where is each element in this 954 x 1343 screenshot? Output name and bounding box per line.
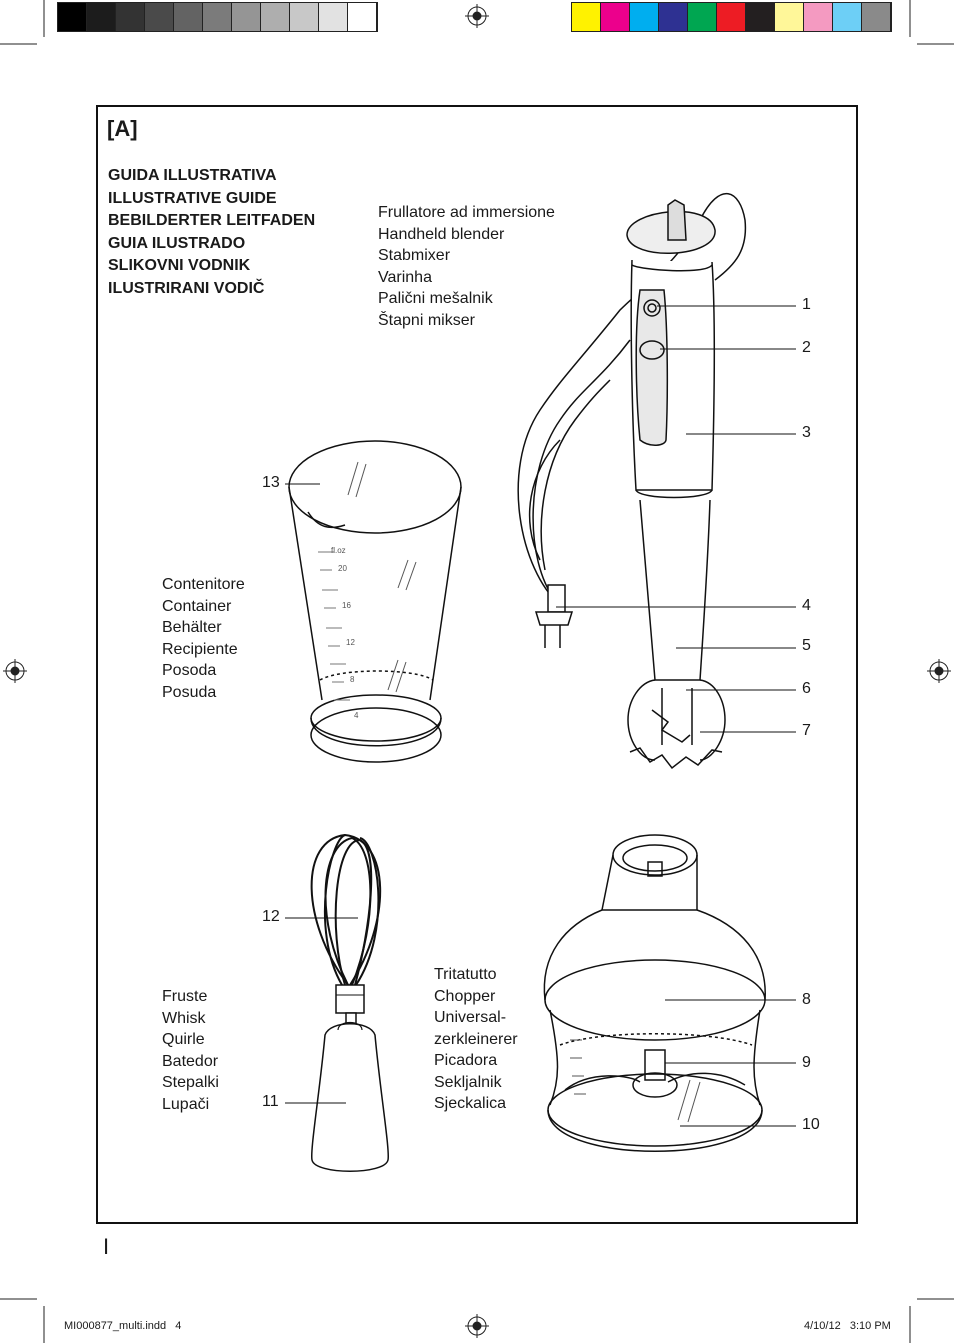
callout-11: 11 — [262, 1093, 279, 1110]
whisk-name: Lupači — [162, 1095, 210, 1113]
beaker-scale-12: 12 — [346, 638, 355, 647]
beaker-scale-20: 20 — [338, 564, 347, 573]
section-tag: [A] — [107, 116, 138, 141]
beaker-scale-4: 4 — [354, 711, 359, 720]
whisk-name: Batedor — [162, 1052, 219, 1070]
footer-filename: MI000877_multi.indd 4 — [64, 1320, 182, 1332]
blender-name: Štapni mikser — [378, 311, 475, 329]
whisk-label — [162, 986, 219, 1115]
whisk-name: Quirle — [162, 1031, 205, 1048]
guide-title-sl: SLIKOVNI VODNIK — [108, 257, 251, 274]
blender-name: Stabmixer — [378, 247, 451, 264]
whisk-name: Whisk — [162, 1009, 206, 1027]
chopper-name: Sekljalnik — [434, 1073, 502, 1091]
guide-title-hr: ILUSTRIRANI VODIČ — [108, 279, 265, 297]
guide-title-it: GUIDA ILLUSTRATIVA — [108, 167, 277, 184]
guide-title-de: BEBILDERTER LEITFADEN — [108, 212, 316, 229]
whisk-name: Stepalki — [162, 1074, 219, 1091]
callout-8: 8 — [802, 991, 811, 1008]
callout-1: 1 — [802, 296, 811, 313]
container-name: Contenitore — [162, 576, 245, 593]
blender-name: Frullatore ad immersione — [378, 204, 555, 221]
callout-9: 9 — [802, 1054, 811, 1071]
container-label — [162, 574, 245, 703]
chopper-name: Tritatutto — [434, 966, 497, 983]
blender-name: Palični mešalnik — [378, 290, 493, 307]
guide-title-pt: GUIA ILUSTRADO — [108, 234, 246, 252]
beaker-scale-unit: fl.oz — [331, 546, 346, 555]
blender-name: Handheld blender — [378, 225, 505, 243]
container-name: Posuda — [162, 683, 217, 701]
container-name: Posoda — [162, 662, 217, 679]
callout-3: 3 — [802, 424, 811, 441]
blender-label — [378, 202, 555, 331]
registration-mark-left — [3, 659, 27, 683]
callout-7: 7 — [802, 722, 811, 739]
guide-title-list — [108, 165, 315, 300]
beaker-scale-16: 16 — [342, 601, 351, 610]
guide-title-en: ILLUSTRATIVE GUIDE — [108, 189, 277, 207]
container-name: Container — [162, 597, 232, 615]
container-name: Behälter — [162, 619, 222, 636]
blender-name: Varinha — [378, 268, 432, 286]
chopper-name: Universal- — [434, 1009, 507, 1026]
chopper-name: zerkleinerer — [434, 1030, 518, 1048]
callout-10: 10 — [802, 1116, 820, 1133]
registration-mark-bottom — [465, 1314, 489, 1338]
callout-12: 12 — [262, 908, 280, 925]
registration-mark-top — [465, 4, 489, 28]
chopper-name: Sjeckalica — [434, 1095, 507, 1112]
callout-5: 5 — [802, 637, 811, 654]
callout-6: 6 — [802, 680, 811, 697]
callout-2: 2 — [802, 339, 811, 356]
footer-timestamp: 4/10/12 3:10 PM — [804, 1320, 891, 1332]
chopper-name: Picadora — [434, 1052, 498, 1069]
whisk-name: Fruste — [162, 988, 208, 1005]
registration-mark-right — [927, 659, 951, 683]
callout-13: 13 — [262, 474, 280, 491]
callout-4: 4 — [802, 597, 811, 614]
chopper-name: Chopper — [434, 987, 496, 1005]
container-name: Recipiente — [162, 640, 238, 658]
page-marker: I — [103, 1234, 110, 1259]
beaker-scale-8: 8 — [350, 675, 355, 684]
chopper-label — [434, 964, 518, 1115]
